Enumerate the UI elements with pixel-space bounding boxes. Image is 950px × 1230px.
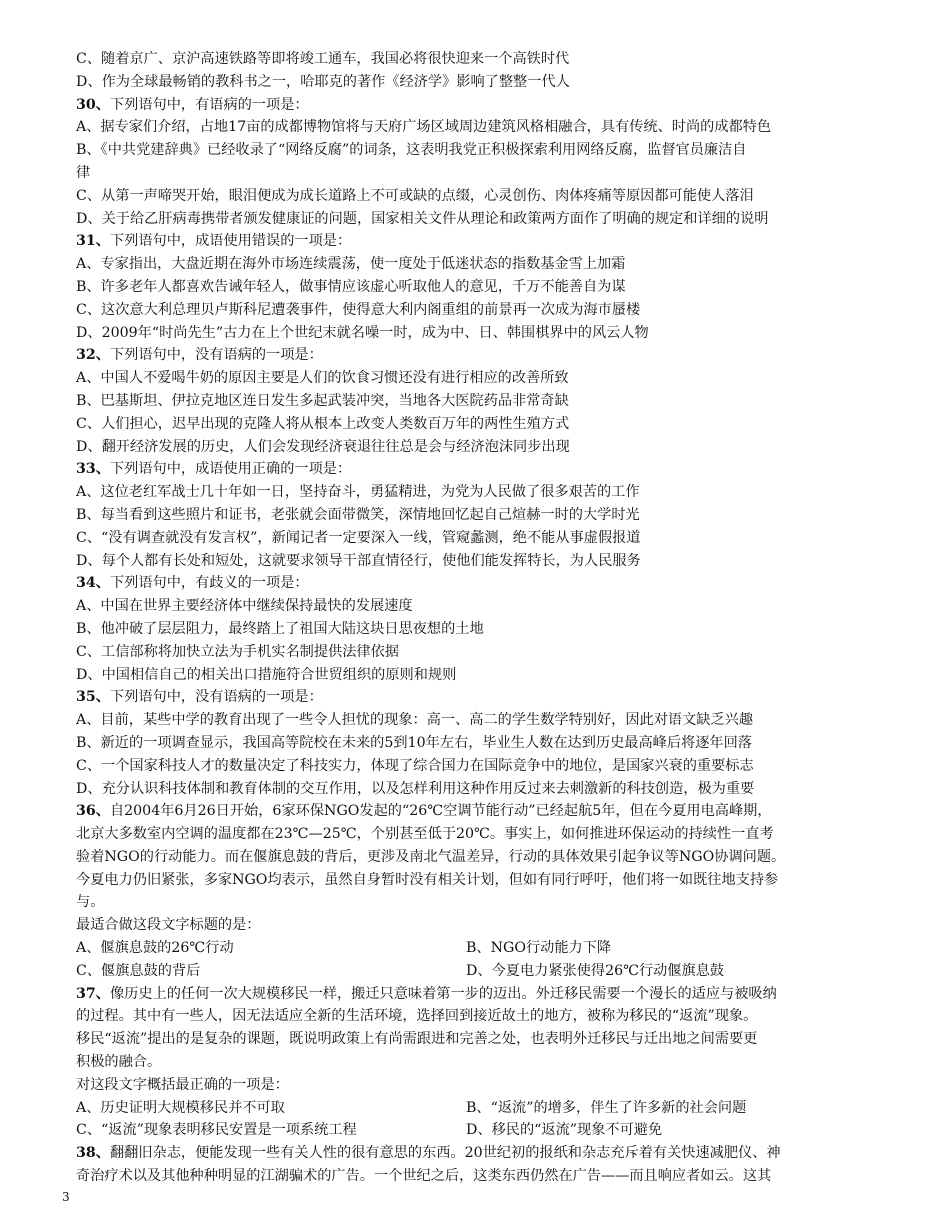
q33-stem <box>76 458 886 481</box>
q37-number: 37、 <box>76 985 110 1002</box>
q35-stem-text: 下列语句中，没有语病的一项是： <box>109 689 323 706</box>
q30-option-c: C、从第一声啼哭开始，眼泪便成为成长道路上不可或缺的点缀，心灵创伤、肉体疼痛等原因都可能使人落泪 <box>76 187 754 204</box>
q36-passage-line5: 与。 <box>76 894 105 911</box>
q37-options-row2 <box>76 1119 886 1142</box>
q32-option-a: A、中国人不爱喝牛奶的原因主要是人们的饮食习惯还没有进行相应的改善所致 <box>76 370 569 387</box>
q36-passage-text1: 自2004年6月26日开始，6家环保NGO发起的“26℃空调节能行动”已经起航5年，但在今夏用电高峰期， <box>109 803 772 820</box>
q35-number: 35、 <box>76 689 110 706</box>
q31-stem-text: 下列语句中，成语使用错误的一项是： <box>109 233 352 250</box>
q36-option-a: A、偃旗息鼓的26℃行动 <box>76 940 234 957</box>
q37-option-b: B、“返流”的增多，伴生了许多新的社会问题 <box>466 1099 747 1116</box>
q34-number: 34、 <box>76 575 110 592</box>
q36-passage-line4: 今夏电力仍旧紧张，多家NGO均表示，虽然自身暂时没有相关计划，但如有同行呼吁，他们将一如既往地支持参 <box>76 871 779 888</box>
q36-options-row2 <box>76 960 886 983</box>
q37-option-d: D、移民的“返流”现象不可避免 <box>466 1122 663 1139</box>
q37-passage-line2: 的过程。其中有一些人，因无法适应全新的生活环境，选择回到接近故土的地方，被称为移民的“返流”现象。 <box>76 1008 758 1025</box>
q32-option-b: B、巴基斯坦、伊拉克地区连日发生多起武装冲突，当地各大医院药品非常奇缺 <box>76 392 569 409</box>
q35-stem <box>76 686 886 709</box>
q36-stem: 最适合做这段文字标题的是： <box>76 917 261 934</box>
q34-option-d: D、中国相信自己的相关出口措施符合世贸组织的原则和规则 <box>76 666 457 683</box>
q30-number: 30、 <box>76 96 110 113</box>
q35-option-d: D、充分认识科技体制和教育体制的交互作用，以及怎样利用这种作用反过来去刺激新的科技创造，极为重要 <box>76 780 755 797</box>
q34-option-c: C、工信部称将加快立法为手机实名制提供法律依据 <box>76 643 399 660</box>
q32-option-c: C、人们担心，迟早出现的克隆人将从根本上改变人类数百万年的两性生殖方式 <box>76 415 570 432</box>
q33-option-d: D、每个人都有长处和短处，这就要求领导干部直情径行，使他们能发挥特长，为人民服务 <box>76 552 641 569</box>
q30-stem <box>76 94 886 117</box>
q32-option-d: D、翻开经济发展的历史，人们会发现经济衰退往往总是会与经济泡沫同步出现 <box>76 438 570 455</box>
q36-options-row1 <box>76 937 886 960</box>
q33-option-c: C、“没有调查就没有发言权”，新闻记者一定要深入一线，管窥蠡测，绝不能从事虚假报道 <box>76 529 641 546</box>
q36-option-c: C、偃旗息鼓的背后 <box>76 962 201 979</box>
q32-number: 32、 <box>76 347 110 364</box>
q37-passage-text1: 像历史上的任何一次大规模移民一样，搬迁只意味着第一步的迈出。外迁移民需要一个漫长的适应与被吸纳 <box>109 985 777 1002</box>
q30-stem-text: 下列语句中，有语病的一项是： <box>109 96 309 113</box>
q35-option-c: C、一个国家科技人才的数量决定了科技实力，体现了综合国力在国际竞争中的地位，是国家兴衰的重要标志 <box>76 757 754 774</box>
q31-option-b: B、许多老年人都喜欢告诫年轻人，做事情应该虚心听取他人的意见，千万不能善自为谋 <box>76 278 626 295</box>
q38-passage-line2: 奇治疗术以及其他种种明显的江湖骗术的广告。一个世纪之后，这类东西仍然在广告——而且响应者如云。这其 <box>76 1168 772 1185</box>
q34-option-a: A、中国在世界主要经济体中继续保持最快的发展速度 <box>76 598 413 615</box>
q29-option-d: D、作为全球最畅销的教科书之一，哈耶克的著作《经济学》影响了整整一代人 <box>76 73 570 90</box>
q37-options-row1 <box>76 1097 886 1120</box>
q38-passage-line1 <box>76 1142 886 1165</box>
document-page <box>76 48 886 1188</box>
q30-option-d: D、关于给乙肝病毒携带者颁发健康证的问题，国家相关文件从理论和政策两方面作了明确的规定和详细的说明 <box>76 210 769 227</box>
q37-passage-line3: 移民“返流”提出的是复杂的课题，既说明政策上有尚需跟进和完善之处，也表明外迁移民与迁出地之间需要更 <box>76 1031 758 1048</box>
q33-option-a: A、这位老红军战士几十年如一日，坚持奋斗，勇猛精进，为党为人民做了很多艰苦的工作 <box>76 484 640 501</box>
q36-number: 36、 <box>76 803 110 820</box>
q36-passage-line2: 北京大多数室内空调的温度都在23℃—25℃，个别甚至低于20℃。事实上，如何推进环保运动的持续性一直考 <box>76 826 774 843</box>
q35-option-b: B、新近的一项调查显示，我国高等院校在未来的5到10年左右，毕业生人数在达到历史最高峰后将逐年回落 <box>76 734 752 751</box>
q31-option-a: A、专家指出，大盘近期在海外市场连续震荡，使一度处于低迷状态的指数基金雪上加霜 <box>76 256 626 273</box>
q31-number: 31、 <box>76 233 110 250</box>
q36-passage-line1 <box>76 800 886 823</box>
q32-stem <box>76 344 886 367</box>
page-number: 3 <box>62 1190 70 1204</box>
q36-option-b: B、NGO行动能力下降 <box>466 940 612 957</box>
q29-option-c: C、随着京广、京沪高速铁路等即将竣工通车，我国必将很快迎来一个高铁时代 <box>76 51 570 67</box>
q31-stem <box>76 230 886 253</box>
q36-passage-line3: 验着NGO的行动能力。而在偃旗息鼓的背后，更涉及南北气温差异，行动的具体效果引起争议等NGO协调问题。 <box>76 848 786 865</box>
q34-stem-text: 下列语句中，有歧义的一项是： <box>109 575 309 592</box>
q31-option-c: C、这次意大利总理贝卢斯科尼遭袭事件，使得意大利内阁重组的前景再一次成为海市蜃楼 <box>76 301 641 318</box>
q38-passage-text1: 翻翻旧杂志，便能发现一些有关人性的很有意思的东西。20世纪初的报纸和杂志充斥着有关快速减肥仪、神 <box>109 1145 781 1162</box>
q33-stem-text: 下列语句中，成语使用正确的一项是： <box>109 461 352 478</box>
q31-option-d: D、2009年“时尚先生”古力在上个世纪末就名噪一时，成为中、日、韩围棋界中的风云人物 <box>76 324 649 341</box>
q34-stem <box>76 572 886 595</box>
q33-number: 33、 <box>76 461 110 478</box>
q35-option-a: A、目前，某些中学的教育出现了一些令人担忧的现象：高一、高二的学生数学特别好，因此对语文缺乏兴趣 <box>76 712 754 729</box>
q37-stem: 对这段文字概括最正确的一项是： <box>76 1076 289 1093</box>
q34-option-b: B、他冲破了层层阻力，最终踏上了祖国大陆这块日思夜想的土地 <box>76 620 484 637</box>
q37-passage-line4: 积极的融合。 <box>76 1054 162 1071</box>
q37-option-a: A、历史证明大规模移民并不可取 <box>76 1099 285 1116</box>
q30-option-a: A、据专家们介绍，占地17亩的成都博物馆将与天府广场区域周边建筑风格相融合，具有传统、时尚的成都特色 <box>76 119 772 136</box>
q32-stem-text: 下列语句中，没有语病的一项是： <box>109 347 323 364</box>
q38-number: 38、 <box>76 1145 110 1162</box>
q33-option-b: B、每当看到这些照片和证书，老张就会面带微笑，深情地回忆起自己煊赫一时的大学时光 <box>76 506 640 523</box>
q37-option-c: C、“返流”现象表明移民安置是一项系统工程 <box>76 1122 357 1139</box>
q37-passage-line1 <box>76 983 886 1006</box>
q30-option-b-line1: B、《中共党建辞典》已经收录了“网络反腐”的词条，这表明我党正积极探索利用网络反腐，监督官员廉洁自 <box>76 142 747 159</box>
q36-option-d: D、今夏电力紧张使得26℃行动偃旗息鼓 <box>466 962 725 979</box>
q30-option-b-line2: 律 <box>76 164 91 181</box>
